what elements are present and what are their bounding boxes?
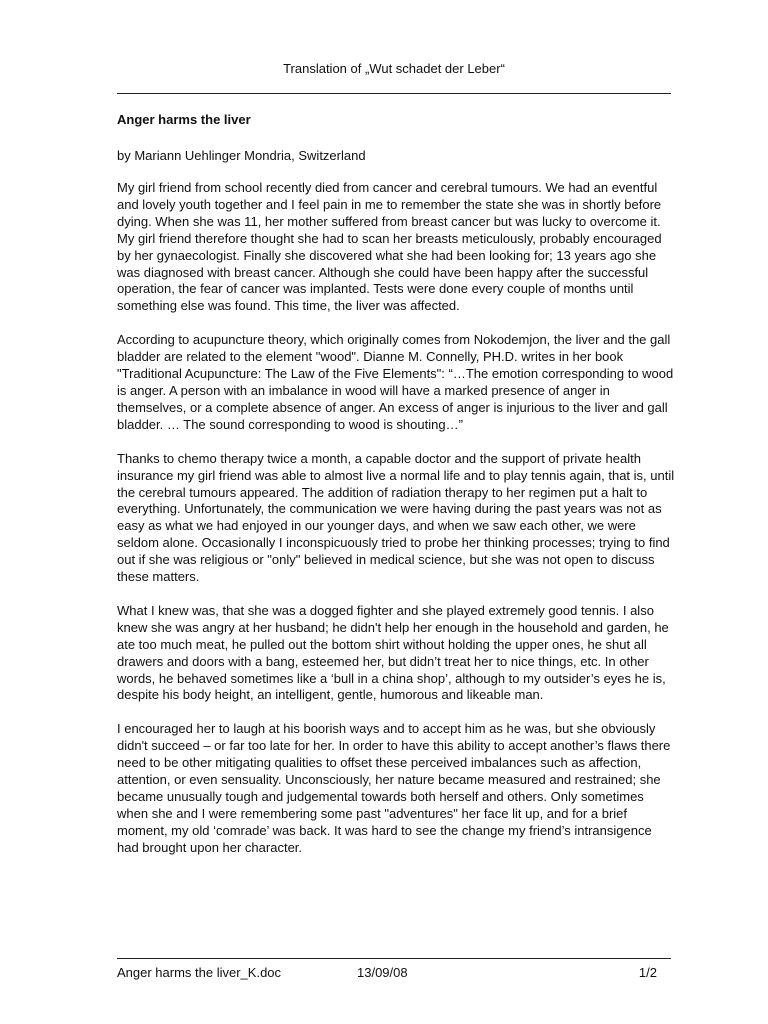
byline: by Mariann Uehlinger Mondria, Switzerland: [117, 148, 366, 163]
footer-filename: Anger harms the liver_K.doc: [117, 965, 282, 980]
header-rule: [117, 93, 671, 94]
paragraph: Thanks to chemo therapy twice a month, a capable doctor and the support of private health insurance my girl friend was able to almost live a normal life and to play tennis again, that is, until the cerebral tumours appeared. The addition of radiation therapy to her regimen put a halt to everything. Unfortunately, the communication we were having during the past years was not as easy as what we had enjoyed in our younger days, and when we saw each other, we were seldom alone. Occasionally I inconspicuously tried to probe her thinking processes; trying to find out if she was religious or "only" believed in medical science, but she was not open to discuss these matters.: [117, 450, 675, 585]
document-title: Anger harms the liver: [117, 112, 251, 127]
footer-date: 13/09/08: [357, 965, 408, 980]
footer-rule: [117, 958, 671, 959]
paragraph: According to acupuncture theory, which originally comes from Nokodemjon, the liver and the gall bladder are related to the element "wood". Dianne M. Connelly, PH.D. writes in her book "Traditional Acupuncture: The Law of the Five Elements": “…The emotion corresponding to wood is anger. A person with an imbalance in wood will have a marked presence of anger in themselves, or a complete absence of anger. An excess of anger is injurious to the liver and gall bladder. … The sound corresponding to wood is shouting…”: [117, 332, 674, 432]
paragraph: What I knew was, that she was a dogged fighter and she played extremely good tennis. I also knew she was angry at her husband; he didn't help her enough in the household and garden, he ate too much meat, he pulled out the bottom shirt without holding the upper ones, he shut all drawers and doors with a bang, esteemed her, but didn’t treat her to nice things, etc. In other words, he behaved sometimes like a ‘bull in a china shop’, although to my outsider’s eyes he is, despite his body height, an intelligent, gentle, humorous and likeable man.: [117, 602, 669, 703]
header-title: Translation of „Wut schadet der Leber“: [283, 61, 505, 76]
footer-page-number: 1/2: [638, 965, 657, 980]
paragraph: My girl friend from school recently died from cancer and cerebral tumours. We had an eventful and lovely youth together and I feel pain in me to remember the state she was in shortly before dying. When she was 11, her mother suffered from breast cancer but was lucky to overcome it. My girl friend therefore thought she had to scan her breasts meticulously, probably encouraged by her gynaecologist. Finally she discovered what she had been looking for; 13 years ago she was diagnosed with breast cancer. Although she could have been happy after the successful operation, the fear of cancer was implanted. Tests were done every couple of months until something else was found. This time, the liver was affected.: [117, 180, 662, 314]
paragraph: I encouraged her to laugh at his boorish ways and to accept him as he was, but she obviously didn't succeed – or far too late for her. In order to have this ability to accept another’s flaws there need to be other mitigating qualities to offset these perceived imbalances such as affection, attention, or even sensuality. Unconsciously, her nature became measured and restrained; she became unusually tough and judgemental towards both herself and others. Only sometimes when she and I were remembering some past "adventures" her face lit up, and for a brief moment, my old ‘comrade’ was back. It was hard to see the change my friend’s intransigence had brought upon her character.: [117, 721, 671, 855]
body-text: [117, 180, 675, 874]
